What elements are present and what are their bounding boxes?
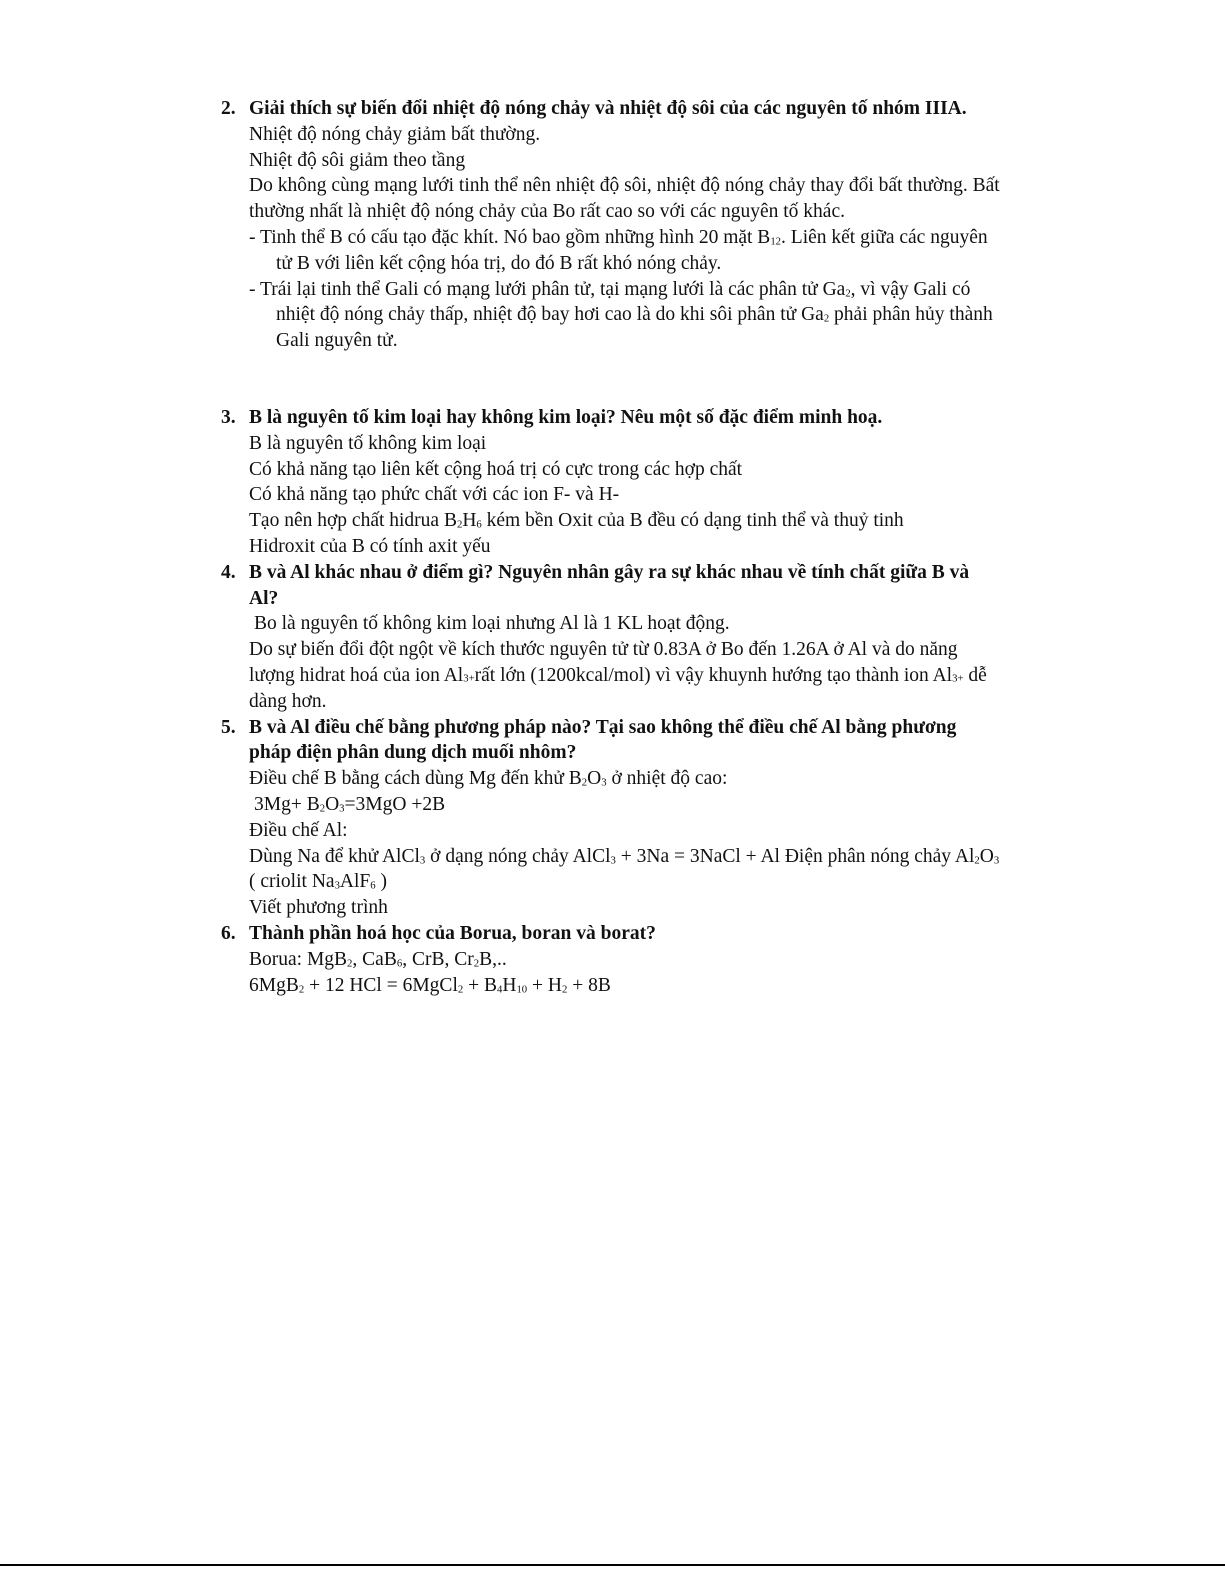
question-title: B và Al điều chế bằng phương pháp nào? Tại sao không thể điều chế Al bằng phương pháp điện phân dung dịch muối nhôm?: [249, 716, 957, 764]
section-spacer: [221, 354, 1001, 405]
question-title: Thành phần hoá học của Borua, boran và borat?: [249, 922, 656, 944]
bullet-item: - Trái lại tinh thể Gali có mạng lưới phân tử, tại mạng lưới là các phân tử $Ga_2$, vì vậy Gali có nhiệt độ nóng chảy thấp, nhiệt độ bay hơi cao là do khi sôi phân tử $Ga_2$ phải phân hủy thành Gali nguyên tử.: [249, 278, 993, 352]
question-number: 4.: [221, 561, 236, 583]
question-number: 3.: [221, 406, 236, 428]
question-number: 5.: [221, 716, 236, 738]
answer-paragraph: Dùng Na để khử AlCl$_3$ ở dạng nóng chảy AlCl$_3$ + 3Na = 3NaCl + Al Điện phân nóng chảy $Al_2O_3$ ( criolit $Na_3AlF_6$ ): [249, 845, 1000, 893]
question-number: 6.: [221, 922, 236, 944]
answer-line: Điều chế B bằng cách dùng Mg đến khử $B_2O_3$ ở nhiệt độ cao:: [249, 768, 728, 790]
question-title: B là nguyên tố kim loại hay không kim loại? Nêu một số đặc điểm minh hoạ.: [249, 406, 883, 428]
answer-line: Bo là nguyên tố không kim loại nhưng Al là 1 KL hoạt động.: [254, 613, 730, 635]
answer-line: Nhiệt độ sôi giảm theo tầng: [249, 149, 466, 171]
question-5-heading: [221, 715, 1001, 767]
answer-line: Điều chế Al:: [249, 819, 348, 841]
question-3-heading: [221, 405, 1001, 431]
question-title: Giải thích sự biến đổi nhiệt độ nóng chảy và nhiệt độ sôi của các nguyên tố nhóm IIIA.: [249, 98, 967, 119]
question-number: 2.: [221, 98, 236, 119]
answer-paragraph: Do sự biến đổi đột ngột về kích thước nguyên tử từ 0.83A ở Bo đến 1.26A ở Al và do năng lượng hidrat hoá của ion $Al^{3+}rất$ lớn (1200kcal/mol) vì vậy khuynh hướng tạo thành ion $Al^{3+}$ dễ dàng hơn.: [249, 639, 987, 712]
equation-line: $3Mg+ B_2O_3=3MgO +2B$: [254, 793, 446, 815]
answer-paragraph: Do không cùng mạng lưới tinh thể nên nhiệt độ sôi, nhiệt độ nóng chảy thay đổi bất thường. Bất thường nhất là nhiệt độ nóng chảy của Bo rất cao so với các nguyên tố khác.: [249, 175, 1000, 223]
answer-line: Tạo nên hợp chất hidrua $B_2H_6$ kém bền Oxit của B đều có dạng tinh thể và thuỷ tinh: [249, 510, 904, 532]
answer-line: Hidroxit của B có tính axit yếu: [249, 535, 491, 557]
equation-line: 6MgB$_2$ + 12 HCl = 6MgCl$_2$ + $B_4H_{10} + H_2 + 8B$: [249, 974, 611, 996]
answer-line: B là nguyên tố không kim loại: [249, 432, 487, 454]
answer-line: Có khả năng tạo phức chất với các ion F- và H-: [249, 484, 620, 506]
answer-line: Nhiệt độ nóng chảy giảm bất thường.: [249, 123, 541, 145]
answer-line: Borua: MgB$_2$, CaB$_6$, CrB, $Cr_2B$,..: [249, 948, 507, 970]
question-title: B và Al khác nhau ở điểm gì? Nguyên nhân gây ra sự khác nhau về tính chất giữa B và Al?: [249, 561, 970, 609]
answer-line: Viết phương trình: [249, 897, 388, 919]
bullet-item: - Tinh thể B có cấu tạo đặc khít. Nó bao gồm những hình 20 mặt $B_{12}$. Liên kết giữa các nguyên tử B với liên kết cộng hóa trị, do đó B rất khó nóng chảy.: [249, 226, 988, 274]
question-6-heading: [221, 921, 1001, 947]
document-content: [221, 96, 1001, 998]
question-2-heading: [221, 96, 1001, 122]
page-bottom-rule: [0, 1564, 1225, 1566]
question-4-heading: [221, 560, 1001, 612]
answer-line: Có khả năng tạo liên kết cộng hoá trị có cực trong các hợp chất: [249, 458, 743, 480]
